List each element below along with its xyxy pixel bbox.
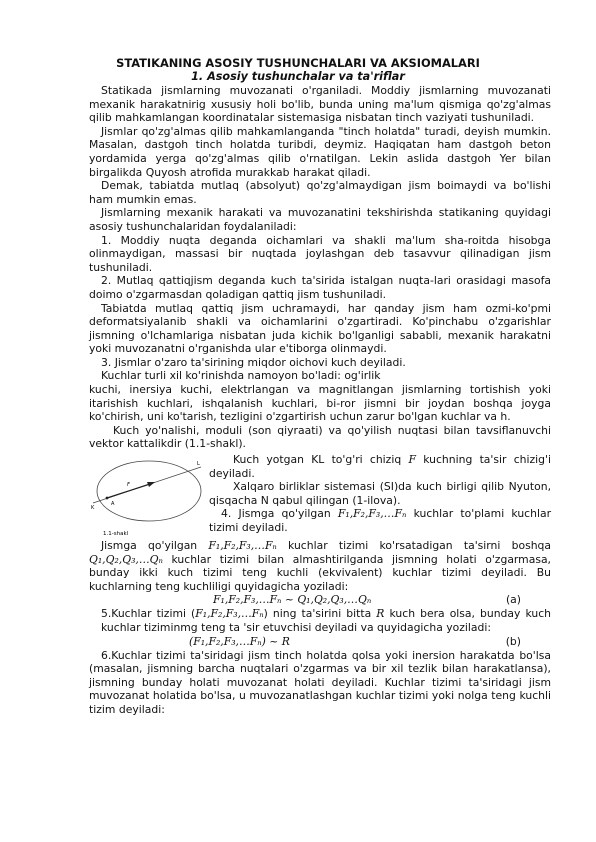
paragraph-9b: kuchi, inersiya kuchi, elektrlangan va magnitlangan jismlarning tortishish yoki itarishish kuchlari, ishqalanish kuchlari, bi-ror jismni bir joydan boshqa joyga ko'chirish, uni ko'tarish, tezligini o'zgartirish uchun zarur bo'lgan kuchlar va h. — [89, 383, 551, 424]
paragraph-12c: kuch bera olsa, bunday kuch kuchlar tiziminmg teng ta 'sir etuvchisi deyiladi va quyidagicha yoziladi: — [101, 607, 552, 634]
q-list-1: Q₁,Q₂,Q₃,…Qₙ — [89, 552, 163, 566]
paragraph-12b: ) ning ta'sirini bitta — [263, 607, 372, 621]
document-body — [89, 84, 551, 717]
paragraph-5: 1. Moddiy nuqta deganda oichamlari va shakli ma'lum sha-roitda hisobga olinmaydigan, massasi bir nuqtada joylashgan deb tasavvur qilinadigan jism tushuniladi. — [89, 233, 551, 274]
force-vector — [107, 483, 153, 498]
fig-text-2: Xalqaro birliklar sistemasi (SI)da kuch birligi qilib Nyuton, qisqacha N qabul qilingan (1-ilova). — [209, 480, 551, 507]
paragraph-13: 6.Kuchlar tizimi ta'siridagi jism tinch holatda qolsa yoki inersion harakatda bo'lsa (masalan, jismning barcha nuqtalari o'zgarmas va bir xil tezlik bilan harakatlansa), jismning bunday holati muvozanat holati deyiladi. Kuchlar tizimi ta'siridagi jism muvozanat holatida bo'lsa, u muvozanatlashgan kuchlar tizimi yoki nolga teng kuchli tizim deyiladi: — [89, 648, 551, 716]
paragraph-3: Demak, tabiatda mutlaq (absolyut) qo'zg'almaydigan jism boimaydi va bo'lishi ham mumkin emas. — [89, 179, 551, 206]
body-outline — [97, 461, 201, 521]
fig-text-3b: kuchlar to'plami kuchlar tizimi deyiladi. — [209, 507, 552, 534]
equation-b-tag: (b) — [505, 634, 521, 648]
paragraph-2: Jismlar qo'zg'almas qilib mahkamlanganda "tinch holatda" turadi, deyish mumkin. Masalan, dastgoh tinch holatda turibdi, deymiz. Haqiqatan ham dastgoh beton yordamida yerga qo'zg'almas qilib o'rnatilgan. Lekin aslida dastgoh Yer bilan birgalikda Quyosh atrofida murakkab harakat qiladi. — [89, 124, 551, 179]
fig-text-3a: 4. Jismga qo'yilgan — [221, 507, 331, 521]
paragraph-11a: Jismga qo'yilgan — [101, 539, 198, 553]
paragraph-10: Kuch yo'nalishi, moduli (son qiyraati) va qo'yilish nuqtasi bilan tavsiflanuvchi vektor kattalikdir (1.1-shakl). — [89, 423, 551, 451]
f-list-2: F₁,F₂,F₃,…Fₙ — [208, 539, 277, 553]
figure-text — [209, 453, 551, 535]
equation-b — [89, 635, 551, 649]
label-a: A — [111, 501, 115, 508]
label-k: K — [91, 505, 95, 512]
fig-text-1a: Kuch yotgan KL to'g'ri chiziq — [233, 453, 402, 467]
section-subtitle: 1. Asosiy tushunchalar va ta'riflar — [191, 70, 405, 83]
paragraph-1: Statikada jismlarning muvozanati o'rganiladi. Moddiy jismlarning muvozanati mexanik harakatnirig xususiy holi bo'lib, bunda uning ma'lum qismiga qo'zg'almas qilib mahkamlangan koordinatalar sistemasiga nisbatan tinch vaziyati tushuniladi. — [89, 84, 551, 125]
paragraph-8: 3. Jismlar o'zaro ta'sirining miqdor oichovi kuch deyiladi. — [101, 355, 406, 369]
equation-b-body: (F₁,F₂,F₃,…Fₙ) ~ R — [189, 634, 290, 648]
fig-text-1b: kuchning ta'sir chizig'i deyiladi. — [209, 453, 551, 480]
paragraph-11c: kuchlar tizimi bilan almashtirilganda jismning holati o'zgarmasa, bunday ikki kuch tizimi teng kuchli (ekvivalent) kuchlar tizimi deyiladi. Bu kuchlarning teng kuchliligi quyidagicha yoziladi: — [89, 552, 551, 593]
equation-a — [89, 593, 551, 607]
paragraph-9a: Kuchlar turli xil ko'rinishda namoyon bo'ladi: og'irlik — [101, 369, 381, 383]
f-list-1: F₁,F₂,F₃,…Fₙ — [337, 507, 407, 521]
f-vector-symbol: F — [408, 453, 416, 467]
f-list-3: F₁,F₂,F₃,…Fₙ — [195, 607, 264, 621]
label-l: L — [197, 461, 200, 468]
application-point — [106, 497, 109, 500]
equation-a-tag: (a) — [505, 593, 521, 607]
paragraph-4: Jismlarning mexanik harakati va muvozanatini tekshirishda statikaning quyidagi asosiy tushunchalaridan foydalaniladi: — [89, 206, 551, 233]
paragraph-7: Tabiatda mutlaq qattiq jism uchramaydi, har qanday jism ham ozmi-ko'pmi deformatsiyalanib shakli va oichamlarini o'zgartiradi. Ko'pinchabu o'zgarishlar jismning o'lchamlariga nisbatan juda kichik bo'lganligi sababli, mexanik harakatni yoki muvozanatni o'rganishda ular e'tiborga olinmaydi. — [89, 301, 551, 356]
paragraph-12a: 5.Kuchlar tizimi ( — [101, 607, 196, 621]
paragraph-6: 2. Mutlaq qattiqjism deganda kuch ta'sirida istalgan nuqta-lari orasidagi masofa doimo o'zgarmasdan qoladigan qattiq jism tushuniladi. — [89, 274, 551, 301]
label-f: F — [127, 482, 130, 489]
r-symbol: R — [376, 607, 385, 621]
equation-a-body: F₁,F₂,F₃,…Fₙ ~ Q₁,Q₂,Q₃,…Qₙ — [213, 593, 372, 607]
figure-caption: 1.1-shakl — [103, 531, 129, 538]
figure-block — [89, 453, 551, 539]
paragraph-11b: kuchlar tizimi ko'rsatadigan ta'sirni boshqa — [288, 539, 552, 553]
force-arrowhead — [147, 482, 155, 487]
force-figure — [89, 455, 207, 539]
page-title: STATIKANING ASOSIY TUSHUNCHALARI VA AKSIOMALARI — [116, 56, 480, 70]
